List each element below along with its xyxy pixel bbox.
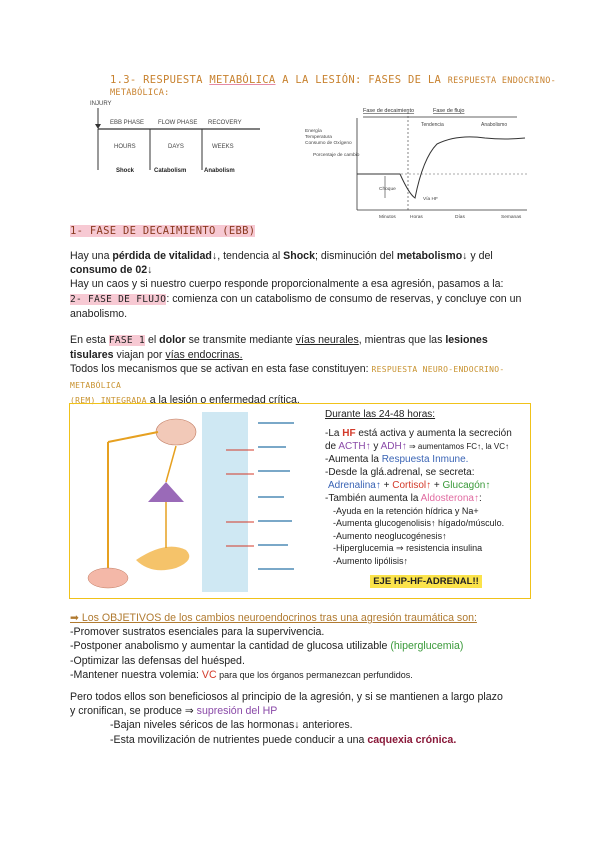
objetivos-3: -Optimizar las defensas del huésped. bbox=[70, 654, 245, 667]
t1c: ↓, tendencia al bbox=[211, 250, 284, 262]
ebb-line-3: Hay un caos y si nuestro cuerpo responde proporcionalmente a esa agresión, pasamos a la: bbox=[70, 278, 504, 291]
t1f: metabolismo bbox=[396, 250, 463, 262]
bx3: de bbox=[325, 440, 339, 452]
label-fase-decaimiento: Fase de decaimiento bbox=[363, 108, 415, 114]
duration-hours: HOURS bbox=[114, 144, 136, 150]
box-hf bbox=[325, 427, 527, 440]
hypothalamus-shape bbox=[156, 419, 196, 445]
ob4a: -Mantener nuestra volemia: bbox=[70, 668, 202, 681]
bx7: + bbox=[380, 479, 393, 491]
final-3: -Bajan niveles séricos de las hormonas↓ anteriores. bbox=[110, 719, 353, 732]
state-catabolism: Catabolism bbox=[154, 168, 187, 174]
illustration-label-bar-1 bbox=[258, 422, 294, 424]
injury-label: INJURY bbox=[90, 101, 112, 107]
ylabel-porcentaje: Porcentaje de cambio bbox=[313, 153, 360, 158]
ebb-line-1 bbox=[70, 249, 530, 263]
illustration-label-bar-2 bbox=[258, 446, 286, 448]
bx-acth: ACTH↑ bbox=[338, 440, 371, 452]
label-anabolismo: Anabolismo bbox=[481, 122, 508, 128]
illustration-label-bar-4 bbox=[258, 496, 284, 498]
t2b: ↓ bbox=[147, 264, 153, 277]
box-acth bbox=[325, 440, 527, 453]
heading-fase-decaimiento bbox=[70, 225, 255, 237]
fn2b: supresión del HP bbox=[196, 705, 278, 718]
final-4 bbox=[70, 733, 540, 747]
xlabel-dias: Días bbox=[455, 215, 465, 220]
bx1: -La bbox=[325, 427, 343, 439]
p2a: En esta bbox=[70, 334, 109, 346]
bx6: -Aumenta la bbox=[325, 453, 382, 465]
label-choque: Choque bbox=[379, 187, 396, 192]
neural-pathway-2 bbox=[108, 432, 158, 442]
box-item-3: -Aumento neoglucogénesis↑ bbox=[333, 530, 447, 541]
bx-hf: HF bbox=[342, 427, 356, 439]
p2h: a la lesión o enfermedad crítica. bbox=[146, 393, 300, 406]
state-anabolism: Anabolism bbox=[204, 168, 235, 174]
fn4b: caquexia crónica. bbox=[367, 733, 457, 746]
label-via-hf: Vía HF bbox=[423, 197, 438, 202]
p2f: viajan por bbox=[113, 349, 166, 362]
ob2a: -Postponer anabolismo y aumentar la cantidad de glucosa utilizable bbox=[70, 640, 391, 653]
state-shock: Shock bbox=[116, 168, 135, 174]
label-tendencia: Tendencia bbox=[421, 122, 444, 128]
p2b: el bbox=[145, 334, 160, 346]
title-middle: A LA LESIÓN: FASES DE LA bbox=[275, 74, 448, 86]
t1g: ↓ y del bbox=[462, 250, 493, 262]
objetivos-section bbox=[70, 611, 540, 682]
ob2b: (hiperglucemia) bbox=[390, 640, 464, 653]
ylabel-energia: Energía bbox=[305, 129, 322, 134]
title-underlined: METABÓLICA bbox=[209, 74, 276, 86]
bx-adrenalina: Adrenalina↑ bbox=[328, 479, 381, 491]
metabolic-response-curve bbox=[305, 98, 535, 222]
p2-tisulares: tisulares bbox=[70, 349, 114, 362]
box-item-5: -Aumento lipólisis↑ bbox=[333, 555, 409, 566]
box-eje: EJE HP-HF-ADRENAL!! bbox=[370, 575, 482, 588]
p2-line-2 bbox=[70, 348, 530, 362]
bx8: + bbox=[431, 479, 443, 491]
ebb-line-2 bbox=[70, 263, 530, 277]
final-2 bbox=[70, 704, 540, 718]
title-prefix: 1.3- RESPUESTA bbox=[110, 74, 210, 86]
bx2: está activa y aumenta la secreción bbox=[355, 427, 512, 439]
ylabel-temperatura: Temperatura bbox=[305, 135, 332, 140]
ob4c: para que los órganos permanezcan perfundidos. bbox=[216, 669, 413, 680]
p2d: , mientras que las bbox=[358, 334, 446, 346]
p2-vias: vías neurales bbox=[295, 334, 359, 346]
illustration-label-bar-6 bbox=[258, 544, 288, 546]
phase-flow: FLOW PHASE bbox=[158, 120, 198, 126]
phase-ebb: EBB PHASE bbox=[110, 120, 145, 126]
bx10: : bbox=[479, 492, 482, 504]
box-item-1: -Ayuda en la retención hídrica y Na+ bbox=[333, 505, 479, 516]
ylabel-oxigeno: Consumo de Oxígeno bbox=[305, 141, 352, 146]
box-item-2: -Aumenta glucogenolisis↑ hígado/músculo. bbox=[333, 518, 505, 529]
phases-timeline-diagram bbox=[88, 96, 268, 180]
xlabel-horas: Horas bbox=[410, 215, 423, 220]
p2-line-3 bbox=[70, 362, 530, 392]
paragraph-fase1 bbox=[70, 333, 530, 408]
t1e: ; disminución del bbox=[314, 250, 397, 262]
box-item-4: -Hiperglucemia ⇒ resistencia insulina bbox=[333, 543, 483, 554]
injury-site-shape bbox=[88, 568, 128, 588]
final-1: Pero todos ellos son beneficiosos al principio de la agresión, y si se mantienen a largo plazo bbox=[70, 691, 503, 703]
t2a: consumo de 02 bbox=[70, 264, 148, 277]
ebb-line-4 bbox=[70, 292, 530, 307]
injury-arrowhead bbox=[95, 124, 101, 129]
hp-link bbox=[166, 446, 176, 482]
t1a: Hay una bbox=[70, 250, 113, 262]
illustration-blood-column bbox=[202, 412, 248, 592]
illustration-label-bar-5 bbox=[258, 520, 292, 522]
p2-endo: vías endocrinas. bbox=[165, 349, 243, 362]
p2-rem: RESPUESTA NEURO-ENDOCRINO-METABÓLICA bbox=[70, 365, 505, 390]
objetivos-heading: ➡ Los OBJETIVOS de los cambios neuroendocrinos tras una agresión traumática son: bbox=[70, 612, 477, 624]
box-eje-wrap bbox=[325, 575, 527, 589]
objetivos-1: -Promover sustratos esenciales para la supervivencia. bbox=[70, 626, 325, 639]
p2g: Todos los mecanismos que se activan en esta fase constituyen: bbox=[70, 363, 372, 376]
t1b: pérdida de vitalidad bbox=[112, 250, 212, 262]
p2-line-1 bbox=[70, 333, 530, 348]
heading-fase-flujo: 2- FASE DE FLUJO bbox=[70, 293, 167, 305]
bx9: -También aumenta la bbox=[325, 492, 421, 504]
final-section bbox=[70, 690, 540, 747]
p2c: se transmite mediante bbox=[185, 334, 296, 346]
bx4: y bbox=[370, 440, 381, 452]
fn4a: -Esta movilización de nutrientes puede conducir a una bbox=[110, 733, 368, 746]
bx-adh: ADH↑ bbox=[380, 440, 407, 452]
bx-inmune: Respuesta Inmune. bbox=[381, 453, 469, 465]
p2-fase: FASE 1 bbox=[108, 335, 145, 346]
title-small: RESPUESTA ENDOCRINO-METABÓLICA: bbox=[110, 76, 557, 98]
label-fase-flujo: Fase de flujo bbox=[433, 108, 465, 114]
t1d: Shock bbox=[283, 250, 315, 262]
p2-rem2: (REM) INTEGRADA bbox=[70, 395, 147, 405]
ebb-line-5: anabolismo. bbox=[70, 307, 128, 320]
bx-glucagon: Glucagón↑ bbox=[442, 479, 491, 491]
duration-days: DAYS bbox=[168, 144, 184, 150]
objetivos-2 bbox=[70, 639, 540, 653]
box-heading: Durante las 24-48 horas: bbox=[325, 409, 436, 420]
p2-dolor: dolor bbox=[159, 334, 186, 346]
box-items bbox=[325, 505, 527, 568]
fn2a: y cronifican, se produce ⇒ bbox=[70, 705, 197, 718]
duration-weeks: WEEKS bbox=[212, 144, 234, 150]
t4b: : comienza con un catabolismo de consumo de reservas, y concluye con un bbox=[166, 292, 522, 305]
objetivos-4 bbox=[70, 668, 540, 682]
heading-fase-decaimiento-text: 1- FASE DE DECAIMIENTO (EBB) bbox=[70, 225, 256, 237]
illustration-label-bar-3 bbox=[258, 470, 290, 472]
phase-recovery: RECOVERY bbox=[208, 120, 242, 126]
box-aldosterona bbox=[325, 492, 527, 505]
ob4b: VC bbox=[201, 668, 217, 681]
bx-cortisol: Cortisol↑ bbox=[392, 479, 432, 491]
neuroendocrine-illustration bbox=[76, 410, 316, 594]
xlabel-semanas: Semanas bbox=[501, 215, 522, 220]
box-hormonas bbox=[325, 479, 527, 492]
paragraph-ebb bbox=[70, 249, 530, 321]
p2-lesiones: lesiones bbox=[445, 334, 488, 346]
xlabel-minutos: Minutos bbox=[379, 215, 396, 220]
bx5: ⇒ aumentamos FC↑, la VC↑ bbox=[406, 441, 510, 451]
box-text bbox=[325, 409, 527, 588]
bx-aldosterona: Aldosterona↑ bbox=[420, 492, 479, 504]
pituitary-shape bbox=[148, 482, 184, 502]
section-title bbox=[110, 74, 600, 98]
illustration-label-bar-7 bbox=[258, 568, 294, 570]
adrenal-shape bbox=[136, 547, 189, 571]
box-inmune bbox=[325, 453, 527, 466]
box-adrenal: -Desde la glá.adrenal, se secreta: bbox=[325, 466, 475, 478]
